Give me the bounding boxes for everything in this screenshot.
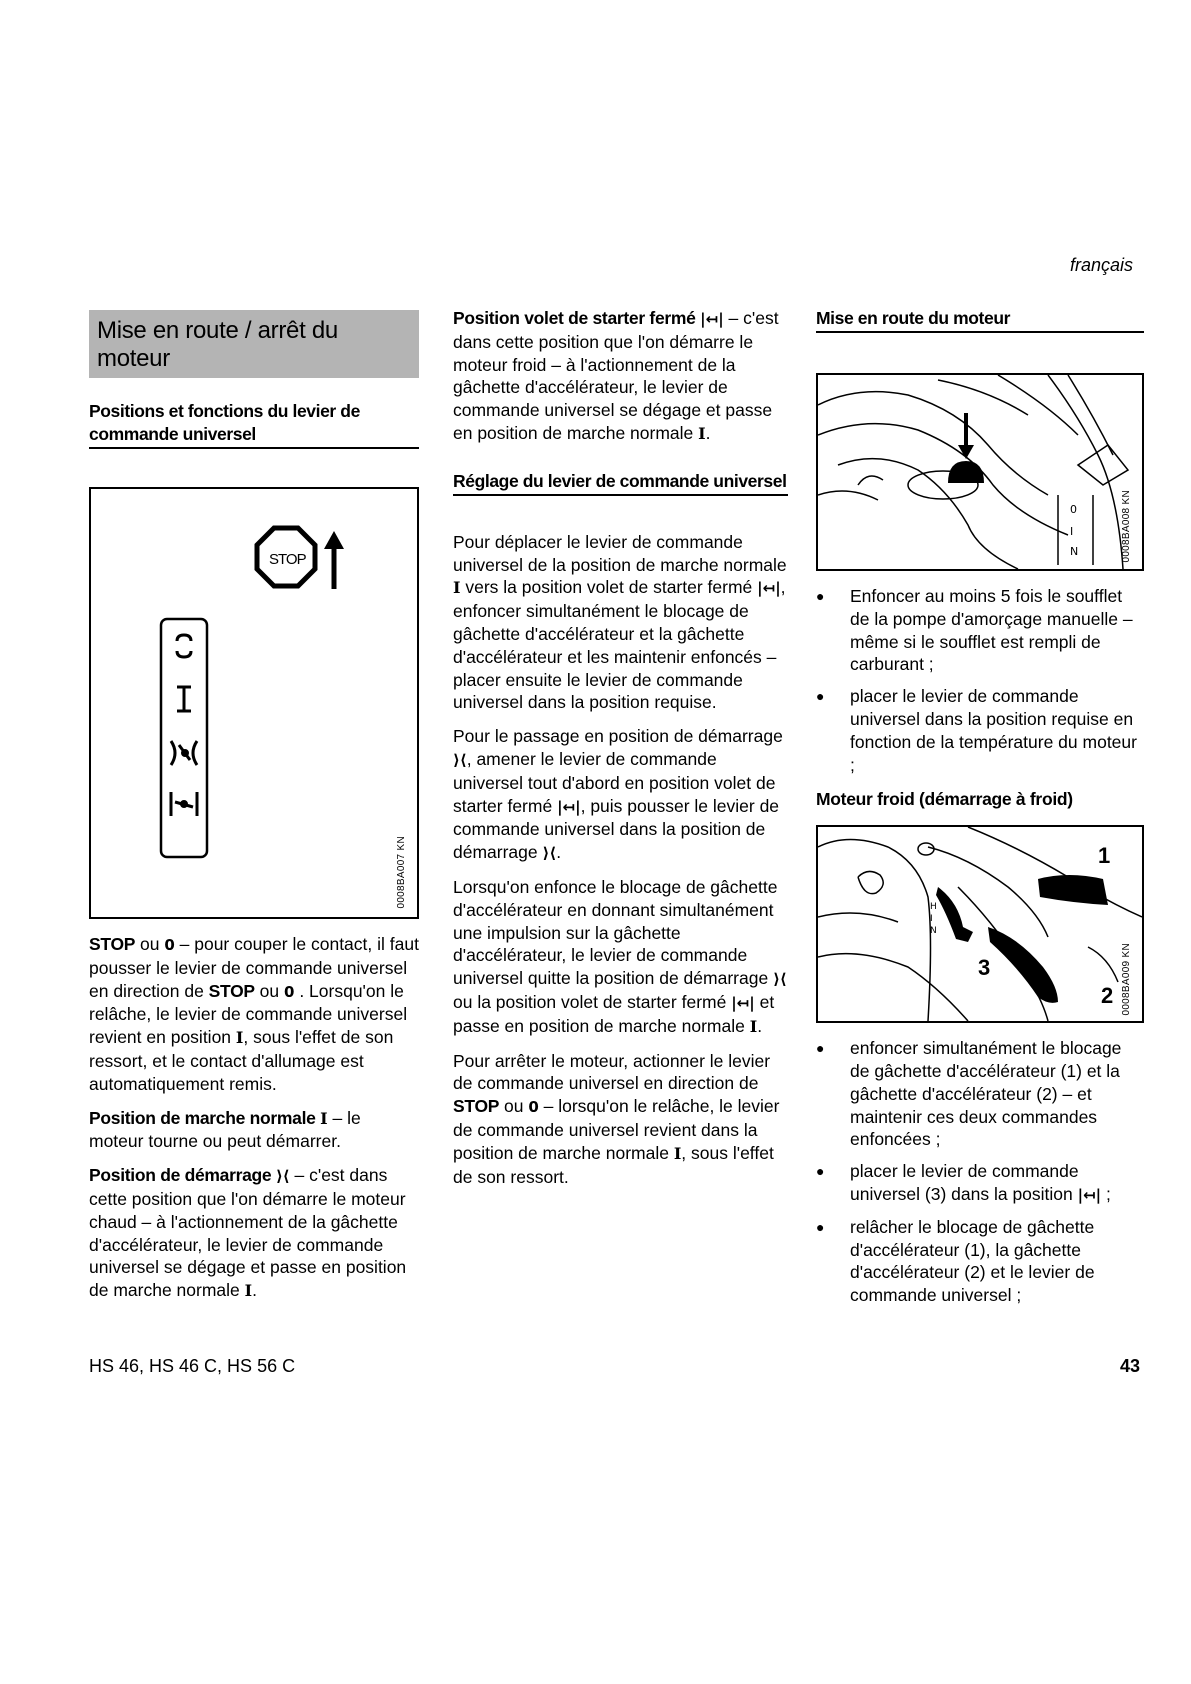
start-symbol-icon: ⟩⟨ bbox=[542, 844, 557, 863]
lever-positions-illustration bbox=[91, 489, 417, 917]
lever-positions-figure bbox=[89, 487, 419, 919]
control-lever-icon bbox=[936, 887, 973, 942]
list-item: ● enfoncer simultanément le blocage de gâchette d'accélérateur (1) et la gâchette d'accélérateur (2) – et maintenir ces deux commandes enfoncées ; bbox=[816, 1037, 1144, 1151]
subheading-positions: Positions et fonctions du levier de commande universel bbox=[89, 400, 419, 449]
stop-symbol-icon: 0 bbox=[164, 936, 175, 954]
subheading-adjustment: Réglage du levier de commande universel bbox=[453, 470, 788, 496]
choke-symbol-icon: |↤| bbox=[557, 797, 581, 816]
footer-model: HS 46, HS 46 C, HS 56 C bbox=[89, 1356, 296, 1376]
primer-pump-figure bbox=[816, 373, 1144, 571]
stop-sign-label: STOP bbox=[269, 551, 306, 568]
list-item: ● relâcher le blocage de gâchette d'accélérateur (1), la gâchette d'accélérateur (2) et le levier de commande universel ; bbox=[816, 1216, 1144, 1307]
bullet-list-cold-start bbox=[816, 1037, 1144, 1307]
stop-symbol-icon: 0 bbox=[528, 1098, 539, 1117]
start-symbol-icon: ⟩⟨ bbox=[453, 750, 467, 769]
language-label: français bbox=[1070, 255, 1134, 275]
svg-text:N: N bbox=[930, 926, 937, 937]
run-symbol-icon: I bbox=[673, 1143, 682, 1163]
column-right bbox=[816, 307, 1144, 1316]
run-symbol-icon: I bbox=[320, 1108, 328, 1128]
run-symbol-icon: I bbox=[244, 1281, 253, 1301]
section-title: Mise en route / arrêt du moteur bbox=[89, 310, 419, 378]
figure-label-2: 2 bbox=[1101, 983, 1114, 1009]
paragraph-release: Lorsqu'on enfonce le blocage de gâchette d'accélérateur en donnant simultanément une impulsion sur la gâchette d'accélérateur, le levier de commande universel quitte la position de démarrage ⟩⟨ ou la position volet de starter fermé |↤| et passe en position de marche normale I. bbox=[453, 876, 787, 1036]
svg-text:H: H bbox=[930, 902, 937, 913]
column-left bbox=[89, 310, 419, 1303]
svg-text:0: 0 bbox=[1070, 503, 1077, 516]
paragraph-run-position: Position de marche normale I – le moteur tourne ou peut démarrer. bbox=[89, 1107, 361, 1152]
arrow-up-icon bbox=[324, 531, 344, 589]
svg-text:N: N bbox=[1070, 545, 1079, 558]
choke-symbol-icon: |↤| bbox=[700, 310, 724, 328]
column-middle bbox=[453, 307, 788, 1188]
run-symbol-icon: I bbox=[235, 1028, 244, 1048]
paragraph-start-position: Position de démarrage ⟩⟨ – c'est dans cette position que l'on démarre le moteur chaud – à l'actionnement de la gâchette d'accélérateur, le levier de commande universel se dégage et passe en position de marche normale I. bbox=[89, 1165, 407, 1301]
svg-text:I: I bbox=[1070, 525, 1074, 538]
choke-symbol-icon: |↤| bbox=[757, 579, 781, 598]
list-item: ● placer le levier de commande universel (3) dans la position |↤| ; bbox=[816, 1160, 1144, 1207]
list-item: ● Enfoncer au moins 5 fois le soufflet de la pompe d'amorçage manuelle – même si le soufflet est rempli de carburant ; bbox=[816, 585, 1144, 676]
subheading-cold-start: Moteur froid (démarrage à froid) bbox=[816, 789, 1073, 810]
bullet-list-start bbox=[816, 585, 1144, 776]
switch-plate bbox=[161, 619, 207, 857]
figure-label-3: 3 bbox=[978, 955, 991, 981]
primer-bulb-icon bbox=[948, 461, 984, 483]
start-symbol-icon: ⟩⟨ bbox=[275, 1167, 290, 1186]
primer-pump-illustration bbox=[818, 375, 1142, 569]
throttle-trigger-icon bbox=[988, 927, 1058, 1003]
cold-start-illustration bbox=[818, 827, 1142, 1021]
cold-start-figure bbox=[816, 825, 1144, 1023]
choke-symbol-icon: |↤| bbox=[731, 993, 755, 1012]
figure-code: 0008BA008 KN bbox=[1121, 490, 1133, 563]
lever-plate-symbols bbox=[930, 902, 937, 936]
paragraph-start-transition: Pour le passage en position de démarrage ⟩⟨, amener le levier de commande universel tout d'abord en position volet de starter fermé |↤|, puis pousser le levier de commande universel dans la position de démarrage ⟩⟨. bbox=[453, 726, 783, 863]
start-symbol-icon: ⟩⟨ bbox=[773, 970, 787, 989]
svg-text:I: I bbox=[930, 914, 933, 925]
paragraph-move-lever: Pour déplacer le levier de commande universel de la position de marche normale I vers la position volet de starter fermé |↤|, enfoncer simultanément le blocage de gâchette d'accélérateur et la gâchette d'accélérateur et les maintenir enfoncés – placer ensuite le levier de commande universel dans la position requise. bbox=[453, 531, 787, 713]
page-number: 43 bbox=[1120, 1356, 1141, 1376]
subheading-engine-start: Mise en route du moteur bbox=[816, 307, 1144, 333]
paragraph-stop-engine: Pour arrêter le moteur, actionner le levier de commande universel en direction de STOP ou 0 – lorsqu'on le relâche, le levier de commande universel revient dans la position de marche normale I, sous l'effet de son ressort. bbox=[453, 1050, 780, 1187]
figure-code: 0008BA007 KN bbox=[396, 836, 408, 909]
run-symbol-icon: I bbox=[698, 423, 706, 443]
figure-label-1: 1 bbox=[1098, 843, 1111, 869]
run-symbol-icon: I bbox=[453, 578, 461, 598]
run-symbol-icon: I bbox=[749, 1016, 758, 1036]
list-item: ● placer le levier de commande universel dans la position requise en fonction de la température du moteur ; bbox=[816, 685, 1144, 776]
paragraph-choke-position: Position volet de starter fermé |↤| – c'est dans cette position que l'on démarre le moteur froid – à l'actionnement de la gâchette d'accélérateur, le levier de commande universel se dégage et passe en position de marche normale I. bbox=[453, 308, 779, 443]
choke-symbol-icon: |↤| bbox=[1077, 1185, 1102, 1204]
lever-plate-symbols bbox=[1070, 503, 1078, 558]
stop-symbol-icon: 0 bbox=[284, 982, 295, 1001]
throttle-lockout-icon bbox=[1038, 875, 1108, 905]
figure-code: 0008BA009 KN bbox=[1121, 942, 1133, 1016]
paragraph-stop: STOP ou 0 – pour couper le contact, il faut pousser le levier de commande universel en direction de STOP ou 0 . Lorsqu'on le relâche, le levier de commande universel revient en position I, sous l'effet de son ressort, et le contact d'allumage est automatiquement remis. bbox=[89, 934, 419, 1094]
